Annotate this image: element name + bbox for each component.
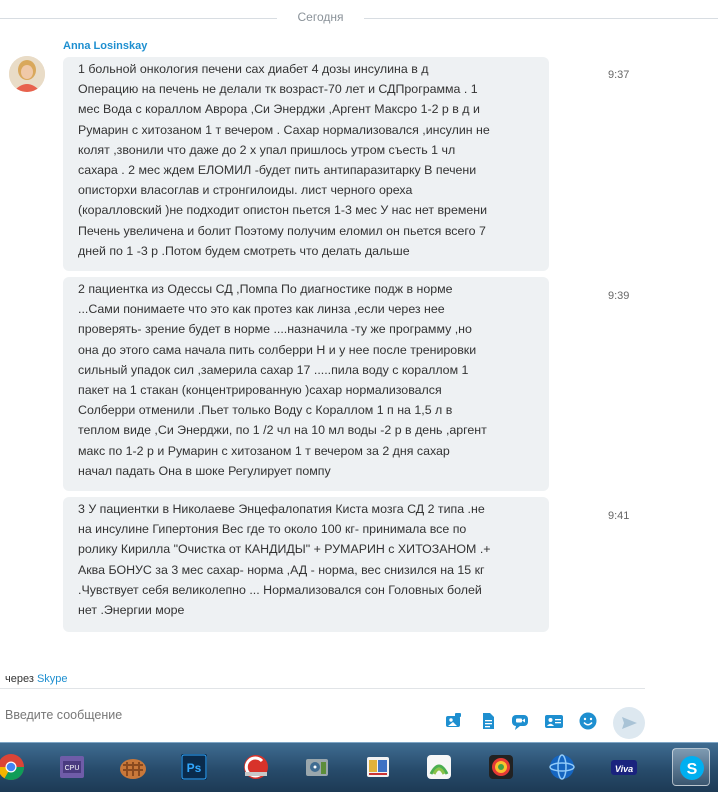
message-bubble[interactable] — [63, 57, 549, 271]
taskbar-disk-tool-icon[interactable] — [298, 748, 336, 786]
svg-text:Viva: Viva — [614, 764, 634, 774]
taskbar-cpuz-icon[interactable] — [53, 748, 91, 786]
via-prefix: через — [5, 673, 34, 685]
sender-name[interactable]: Anna Losinskay — [63, 40, 148, 52]
via-service — [5, 673, 68, 685]
skype-link[interactable]: Skype — [36, 673, 68, 685]
separator-line — [0, 18, 277, 19]
day-separator — [0, 8, 718, 28]
contact-card-icon[interactable] — [544, 711, 564, 731]
message-bubble[interactable] — [63, 497, 549, 632]
taskbar-media-player-icon[interactable] — [482, 748, 520, 786]
day-label: Сегодня — [297, 10, 344, 24]
taskbar-network-icon[interactable] — [420, 748, 458, 786]
message-bubble[interactable] — [63, 277, 549, 491]
message-text: 1 больной онкология печени сах диабет 4 дозы инсулина в д Операцию на печень не делали тк возраст-70 лет и СДПрограмма . 1 мес Вода с кораллом Аврора ,Си Энерджи ,Аргент Максро 1-2 р в д и Румарин с хитозаном 1 т вечером . Сахар нормализовался ,инсулин не колят ,звонили что даже до 2 х упал пришлось утром съесть 1 чл сахара . 2 мес ждем ЕЛОМИЛ -будет пить антипаразитарку В печени описторхи власоглав и стронгилоиды. лист черного ореха (коралловский )не подходит опистон пьется 1-3 мес У нас нет времени Печень увеличена и болит Поэтому получим еломил он пьется всего 7 дней по 1 -3 р .Потом будем смотреть что делать дальше — [78, 62, 490, 258]
taskbar-image-viewer-icon[interactable] — [359, 748, 397, 786]
send-button[interactable] — [613, 707, 645, 739]
svg-text:S: S — [686, 761, 698, 778]
taskbar-ccleaner-icon[interactable] — [237, 748, 275, 786]
windows-taskbar — [0, 742, 718, 792]
avatar[interactable] — [9, 56, 45, 92]
taskbar-skype-icon[interactable] — [672, 748, 710, 786]
taskbar-viva-tv-icon[interactable] — [605, 748, 643, 786]
message-input[interactable]: Введите сообщение — [5, 708, 123, 722]
message-text: 3 У пациентки в Николаеве Энцефалопатия Киста мозга СД 2 типа .не на инсулине Гипертония Вес где то около 100 кг- принимала все по ролику Кирилла "Очистка от КАНДИДЫ" + РУМАРИН с ХИТОЗАНОМ .+ Аква БОНУС за 3 мес сахар- норма ,АД - норма, вес снизился на 15 кг .Чувствует себя великолепно ... Нормализовался сон Головных болей нет .Энергии море — [78, 502, 491, 618]
message-time: 9:39 — [608, 290, 630, 302]
file-icon[interactable] — [478, 711, 498, 731]
message-time: 9:41 — [608, 510, 630, 522]
message-time: 9:37 — [608, 69, 630, 81]
taskbar-photoshop-icon[interactable] — [175, 748, 213, 786]
svg-text:Ps: Ps — [186, 761, 202, 775]
svg-text:CPU: CPU — [64, 765, 80, 772]
taskbar-colosseum-icon[interactable] — [114, 748, 152, 786]
send-icon — [613, 707, 645, 739]
taskbar-chrome-icon[interactable] — [0, 748, 30, 786]
taskbar-globe-icon[interactable] — [543, 748, 581, 786]
video-message-icon[interactable] — [510, 711, 530, 731]
separator-line — [364, 18, 718, 19]
message-text: 2 пациентка из Одессы СД ,Помпа По диагностике подж в норме ...Сами понимаете что это как протез как линза ,если через нее проверять- зрение будет в норме ....назначила -ту же программу ,но она до этого сама начала пить солберри Н и у нее после тренировки сильный упадок сил ,замерила сахар 17 .....пила воду с кораллом 1 пакет на 1 стакан (концентрированную )сахар нормализовался Солберри отменили .Пьет только Воду с Кораллом 1 п на 1,5 л в теплом виде ,Си Энерджи, по 1 /2 чл на 10 мл воды -2 р в день ,аргент макс по 1-2 р и Румарин с хитозаном 1 т вечером за 2 дня сахар начал падать Она в шоке Регулирует помпу — [78, 282, 487, 478]
image-icon[interactable] — [444, 711, 464, 731]
composer-divider — [0, 688, 645, 689]
emoticon-icon[interactable] — [578, 711, 598, 731]
